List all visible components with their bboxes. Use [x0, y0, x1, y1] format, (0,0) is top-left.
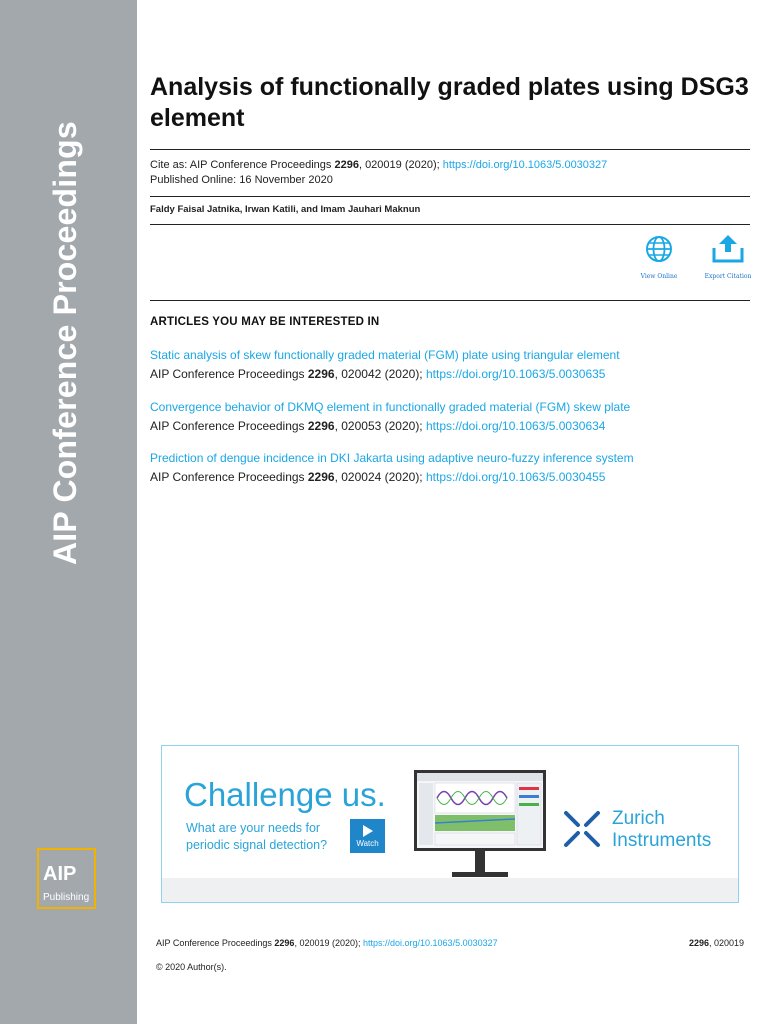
cite-label: Cite as: AIP Conference Proceedings: [150, 159, 335, 171]
export-icon: [711, 234, 745, 264]
journal-sidebar: [0, 0, 137, 1024]
related-article-citation: AIP Conference Proceedings 2296, 020024 (2020); https://doi.org/10.1063/5.0030455: [150, 470, 606, 484]
published-date: Published Online: 16 November 2020: [150, 174, 333, 186]
article-title: Analysis of functionally graded plates using DSG3 element: [150, 73, 749, 132]
ad-headline: Challenge us.: [184, 776, 386, 813]
related-article-title[interactable]: Prediction of dengue incidence in DKI Jakarta using adaptive neuro-fuzzy inference system: [150, 451, 634, 465]
related-doi-link[interactable]: https://doi.org/10.1063/5.0030455: [425, 470, 606, 484]
footer-doi-link[interactable]: https://doi.org/10.1063/5.0030327: [363, 938, 498, 948]
divider: [150, 149, 750, 150]
divider: [150, 300, 750, 301]
logo-line1: AIP: [43, 863, 77, 885]
view-online-label: View Online: [640, 273, 678, 280]
cite-rest: , 020019 (2020);: [358, 159, 443, 171]
doi-link[interactable]: https://doi.org/10.1063/5.0030327: [442, 159, 608, 171]
citation-block: [150, 158, 607, 188]
watch-label: Watch: [356, 839, 379, 848]
related-doi-link[interactable]: https://doi.org/10.1063/5.0030634: [425, 419, 606, 433]
copyright: © 2020 Author(s).: [156, 962, 227, 972]
related-article: [150, 398, 750, 436]
divider: [150, 224, 750, 225]
globe-icon: [644, 234, 674, 264]
cite-volume: 2296: [334, 159, 359, 171]
footer-citation: AIP Conference Proceedings 2296, 020019 (2020); https://doi.org/10.1063/5.0030327: [156, 938, 498, 948]
journal-title: AIP Conference Proceedings: [47, 121, 83, 565]
author-list: Faldy Faisal Jatnika, Irwan Katili, and Imam Jauhari Maknun: [150, 204, 421, 215]
monitor-stand: [475, 851, 485, 873]
cite-line: [150, 158, 607, 173]
monitor-illustration: [414, 770, 546, 851]
advertisement-banner[interactable]: [161, 745, 739, 903]
zurich-instruments-logo-icon: [562, 809, 602, 849]
footer-page-ref: 2296, 020019: [689, 938, 745, 948]
aip-publishing-logo[interactable]: [37, 848, 96, 909]
divider: [150, 196, 750, 197]
related-article-title[interactable]: Static analysis of skew functionally graded material (FGM) plate using triangular element: [150, 348, 620, 362]
ad-brand: Zurich Instruments: [612, 808, 712, 851]
related-article-title[interactable]: Convergence behavior of DKMQ element in functionally graded material (FGM) skew plate: [150, 400, 631, 414]
monitor-base: [452, 872, 508, 877]
watch-button[interactable]: [350, 819, 385, 853]
related-article: [150, 346, 750, 384]
related-article-citation: AIP Conference Proceedings 2296, 020053 (2020); https://doi.org/10.1063/5.0030634: [150, 419, 606, 433]
related-article: [150, 449, 750, 487]
related-doi-link[interactable]: https://doi.org/10.1063/5.0030635: [425, 367, 606, 381]
ad-footer-strip: [162, 878, 738, 902]
software-screenshot-icon: [417, 773, 543, 848]
view-online-button[interactable]: [629, 234, 689, 280]
related-article-citation: AIP Conference Proceedings 2296, 020042 (2020); https://doi.org/10.1063/5.0030635: [150, 367, 606, 381]
logo-line2: Publishing: [43, 892, 90, 903]
play-icon: [363, 825, 373, 837]
export-citation-label: Export Citation: [704, 273, 752, 280]
export-citation-button[interactable]: [698, 234, 758, 280]
ad-subtext: What are your needs for periodic signal detection?: [186, 821, 328, 852]
related-articles-heading: ARTICLES YOU MAY BE INTERESTED IN: [150, 316, 380, 328]
